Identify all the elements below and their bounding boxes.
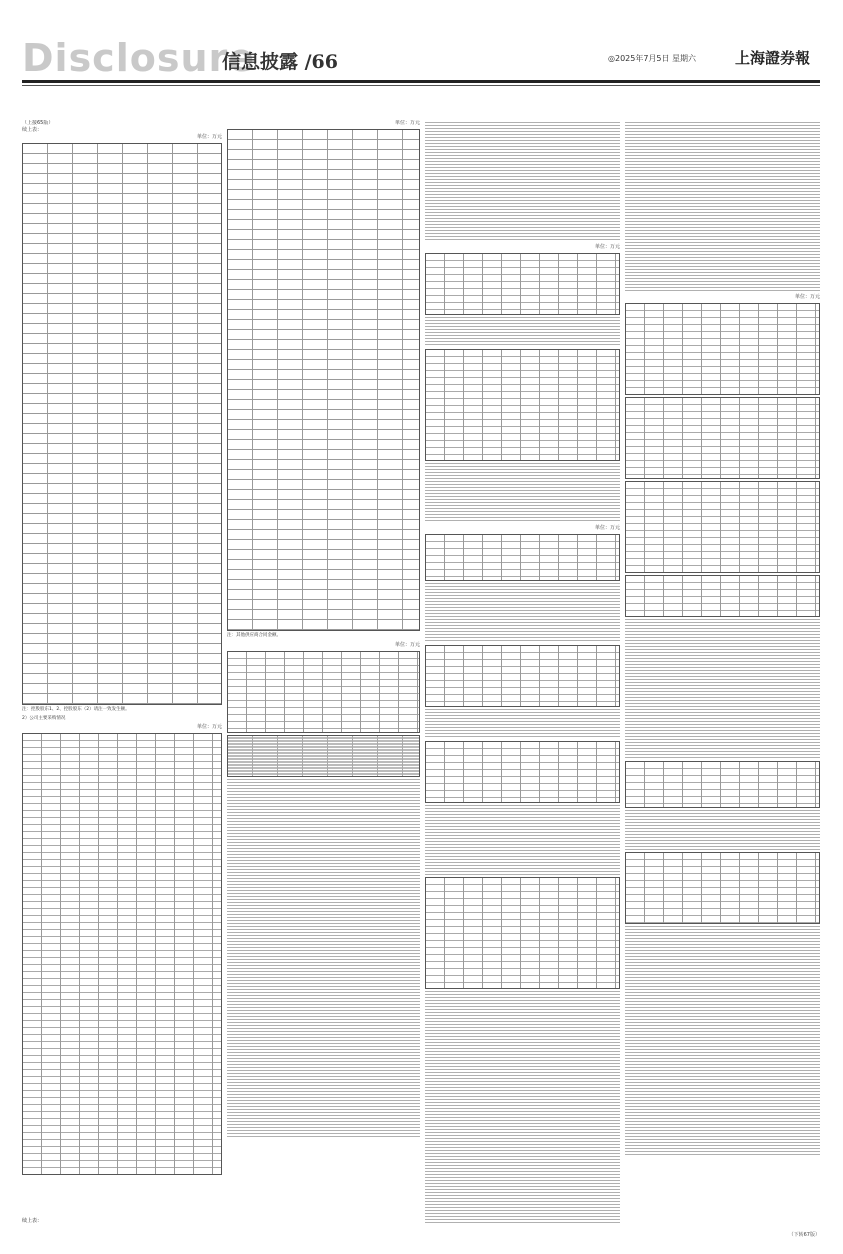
supplier-detail-table xyxy=(227,129,420,631)
newspaper-logo: 上海證券報 xyxy=(735,49,811,67)
continued-table-label: 续上表： xyxy=(22,127,43,133)
column-3 xyxy=(425,120,620,1224)
data-table-3 xyxy=(425,534,620,581)
body-text-6 xyxy=(425,805,620,875)
data-table-2 xyxy=(625,397,820,479)
data-table-4 xyxy=(625,575,820,617)
body-text-2 xyxy=(425,317,620,347)
section-english-title: Disclosure xyxy=(22,36,256,80)
data-table-5 xyxy=(625,761,820,808)
summary-table xyxy=(227,651,420,733)
table-note: 注：控股股东1、2、控股股东（2）请注一致发生额。 xyxy=(22,707,130,712)
section-heading: 2）公司主要采购情况 xyxy=(22,715,66,721)
continued-label: （上接65版） xyxy=(22,120,54,126)
section-chinese-title: 信息披露 /66 xyxy=(222,51,338,73)
body-text-4 xyxy=(625,926,820,1156)
unit-label: 单位：万元 xyxy=(394,120,420,126)
supplier-table xyxy=(22,733,222,1175)
body-text-4 xyxy=(425,583,620,643)
body-text-1 xyxy=(425,122,620,242)
body-text-3 xyxy=(425,463,620,523)
data-table-2 xyxy=(425,349,620,461)
column-4 xyxy=(625,120,820,1224)
body-text xyxy=(227,779,420,1139)
masthead xyxy=(0,0,843,108)
customer-table xyxy=(22,143,222,705)
data-table-6 xyxy=(425,877,620,989)
unit-label-2: 单位：万元 xyxy=(196,724,222,730)
continued-on-next-page: （下转67版） xyxy=(788,1232,820,1238)
masthead-rule-thick xyxy=(22,80,820,83)
unit-label: 单位：万元 xyxy=(196,134,222,140)
data-table-6 xyxy=(625,852,820,924)
table-note: 注：其他供应商合同金额。 xyxy=(227,633,281,638)
issue-date: ◎2025年7月5日 星期六 xyxy=(608,54,697,63)
data-table-1 xyxy=(625,303,820,395)
column-2 xyxy=(227,120,420,1224)
body-text-5 xyxy=(425,709,620,739)
description-table xyxy=(227,735,420,777)
unit-label: 单位：万元 xyxy=(594,244,620,250)
column-1 xyxy=(22,120,222,1224)
data-table-5 xyxy=(425,741,620,803)
body-text-7 xyxy=(425,991,620,1224)
unit-label-2: 单位：万元 xyxy=(394,641,420,648)
data-table-3 xyxy=(625,481,820,573)
masthead-rule-thin xyxy=(22,85,820,86)
continued-footer-label: 续上表： xyxy=(22,1218,43,1224)
body-text-2 xyxy=(625,619,820,759)
unit-label-2: 单位：万元 xyxy=(594,525,620,531)
body-text-3 xyxy=(625,810,820,850)
data-table-1 xyxy=(425,253,620,315)
body-text-1 xyxy=(625,122,820,292)
unit-label: 单位：万元 xyxy=(794,294,820,300)
data-table-4 xyxy=(425,645,620,707)
